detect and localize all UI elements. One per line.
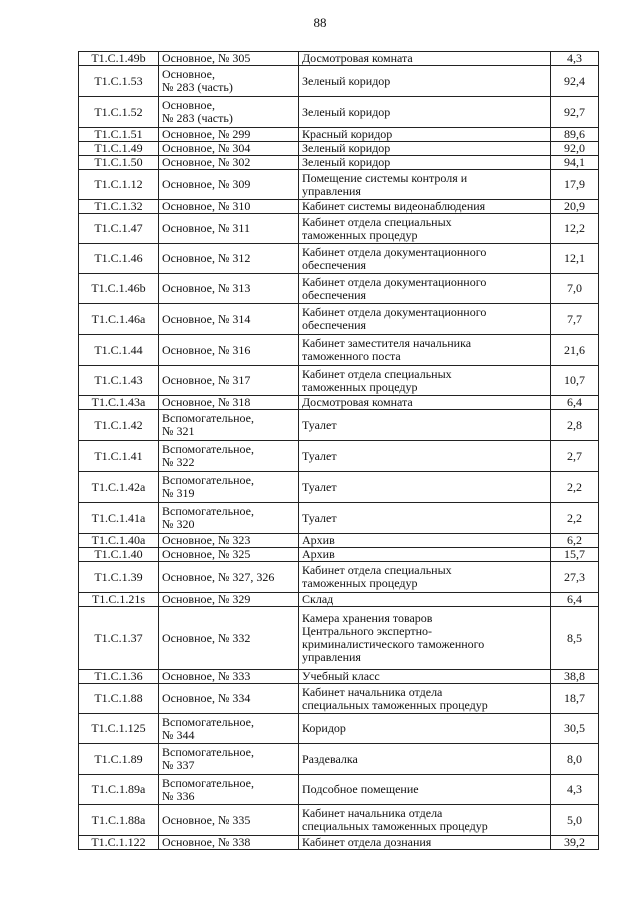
- cell-name: Кабинет отдела документационного обеспечения: [299, 244, 551, 274]
- cell-area: 7,0: [551, 274, 599, 304]
- cell-name: Кабинет отдела дознания: [299, 836, 551, 850]
- cell-code: T1.C.1.41: [79, 441, 159, 472]
- cell-area: 92,4: [551, 66, 599, 97]
- cell-name: Кабинет отдела документационного обеспечения: [299, 304, 551, 335]
- table-row: [79, 366, 599, 396]
- cell-code: T1.C.1.46b: [79, 274, 159, 304]
- cell-type: Вспомогательное, № 337: [159, 744, 299, 775]
- cell-code: T1.C.1.40: [79, 548, 159, 562]
- cell-area: 6,2: [551, 534, 599, 548]
- cell-code: T1.C.1.41a: [79, 503, 159, 534]
- cell-code: T1.C.1.50: [79, 156, 159, 170]
- table-body: [79, 52, 599, 850]
- cell-area: 89,6: [551, 128, 599, 142]
- cell-name: Подсобное помещение: [299, 775, 551, 805]
- cell-code: T1.C.1.42: [79, 410, 159, 441]
- cell-area: 2,2: [551, 503, 599, 534]
- cell-area: 6,4: [551, 593, 599, 607]
- cell-type: Основное, № 325: [159, 548, 299, 562]
- cell-name: Кабинет отдела документационного обеспечения: [299, 274, 551, 304]
- cell-code: T1.C.1.44: [79, 335, 159, 366]
- cell-name: Кабинет заместителя начальника таможенного поста: [299, 335, 551, 366]
- cell-name: Камера хранения товаров Центрального экспертно- криминалистического таможенного управления: [299, 607, 551, 670]
- cell-type: Вспомогательное, № 344: [159, 714, 299, 744]
- cell-area: 18,7: [551, 684, 599, 714]
- cell-code: T1.C.1.12: [79, 170, 159, 200]
- cell-type: Основное, № 283 (часть): [159, 66, 299, 97]
- table-row: [79, 593, 599, 607]
- cell-type: Вспомогательное, № 336: [159, 775, 299, 805]
- page-number: 88: [313, 15, 327, 30]
- cell-type: Основное, № 334: [159, 684, 299, 714]
- cell-name: Туалет: [299, 472, 551, 503]
- cell-type: Вспомогательное, № 321: [159, 410, 299, 441]
- cell-name: Туалет: [299, 410, 551, 441]
- cell-name: Учебный класс: [299, 670, 551, 684]
- cell-area: 15,7: [551, 548, 599, 562]
- cell-code: T1.C.1.39: [79, 562, 159, 593]
- cell-code: T1.C.1.37: [79, 607, 159, 670]
- cell-name: Раздевалка: [299, 744, 551, 775]
- cell-type: Основное, № 299: [159, 128, 299, 142]
- premises-table: [78, 51, 599, 850]
- cell-name: Кабинет отдела специальных таможенных процедур: [299, 214, 551, 244]
- cell-area: 2,8: [551, 410, 599, 441]
- cell-area: 7,7: [551, 304, 599, 335]
- cell-name: Туалет: [299, 441, 551, 472]
- cell-area: 5,0: [551, 805, 599, 836]
- table-row: [79, 534, 599, 548]
- cell-name: Досмотровая комната: [299, 52, 551, 66]
- table-row: [79, 503, 599, 534]
- cell-code: T1.C.1.46a: [79, 304, 159, 335]
- cell-type: Вспомогательное, № 322: [159, 441, 299, 472]
- cell-code: T1.C.1.51: [79, 128, 159, 142]
- cell-name: Склад: [299, 593, 551, 607]
- table-row: [79, 142, 599, 156]
- cell-type: Основное, № 329: [159, 593, 299, 607]
- table-row: [79, 548, 599, 562]
- cell-name: Кабинет отдела специальных таможенных процедур: [299, 366, 551, 396]
- cell-area: 39,2: [551, 836, 599, 850]
- table-row: [79, 156, 599, 170]
- cell-area: 8,0: [551, 744, 599, 775]
- table-row: [79, 472, 599, 503]
- cell-code: T1.C.1.125: [79, 714, 159, 744]
- table-row: [79, 200, 599, 214]
- cell-type: Основное, № 316: [159, 335, 299, 366]
- cell-type: Основное, № 305: [159, 52, 299, 66]
- cell-area: 4,3: [551, 52, 599, 66]
- cell-type: Основное, № 302: [159, 156, 299, 170]
- cell-area: 10,7: [551, 366, 599, 396]
- cell-area: 17,9: [551, 170, 599, 200]
- cell-code: T1.C.1.43: [79, 366, 159, 396]
- cell-name: Кабинет начальника отдела специальных таможенных процедур: [299, 684, 551, 714]
- cell-area: 21,6: [551, 335, 599, 366]
- table-row: [79, 775, 599, 805]
- cell-area: 8,5: [551, 607, 599, 670]
- cell-area: 92,0: [551, 142, 599, 156]
- cell-type: Основное, № 311: [159, 214, 299, 244]
- cell-code: T1.C.1.47: [79, 214, 159, 244]
- table-row: [79, 396, 599, 410]
- cell-name: Зеленый коридор: [299, 97, 551, 128]
- cell-area: 2,2: [551, 472, 599, 503]
- cell-code: T1.C.1.88a: [79, 805, 159, 836]
- table-row: [79, 128, 599, 142]
- table-row: [79, 670, 599, 684]
- table-row: [79, 744, 599, 775]
- cell-name: Архив: [299, 534, 551, 548]
- table-row: [79, 441, 599, 472]
- cell-type: Основное, № 312: [159, 244, 299, 274]
- cell-type: Основное, № 332: [159, 607, 299, 670]
- cell-code: T1.C.1.122: [79, 836, 159, 850]
- cell-name: Помещение системы контроля и управления: [299, 170, 551, 200]
- cell-type: Вспомогательное, № 320: [159, 503, 299, 534]
- cell-area: 92,7: [551, 97, 599, 128]
- cell-type: Основное, № 283 (часть): [159, 97, 299, 128]
- cell-code: T1.C.1.49b: [79, 52, 159, 66]
- cell-name: Зеленый коридор: [299, 66, 551, 97]
- table-row: [79, 714, 599, 744]
- cell-type: Основное, № 313: [159, 274, 299, 304]
- cell-area: 20,9: [551, 200, 599, 214]
- table-row: [79, 214, 599, 244]
- cell-code: T1.C.1.36: [79, 670, 159, 684]
- cell-type: Основное, № 327, 326: [159, 562, 299, 593]
- cell-type: Основное, № 318: [159, 396, 299, 410]
- cell-code: T1.C.1.53: [79, 66, 159, 97]
- cell-code: T1.C.1.43a: [79, 396, 159, 410]
- cell-type: Основное, № 335: [159, 805, 299, 836]
- table-row: [79, 52, 599, 66]
- table-row: [79, 274, 599, 304]
- cell-name: Зеленый коридор: [299, 156, 551, 170]
- table-row: [79, 836, 599, 850]
- cell-name: Красный коридор: [299, 128, 551, 142]
- cell-name: Досмотровая комната: [299, 396, 551, 410]
- table-row: [79, 607, 599, 670]
- table-row: [79, 97, 599, 128]
- cell-type: Основное, № 309: [159, 170, 299, 200]
- cell-code: T1.C.1.40a: [79, 534, 159, 548]
- table-row: [79, 66, 599, 97]
- cell-code: T1.C.1.49: [79, 142, 159, 156]
- cell-type: Вспомогательное, № 319: [159, 472, 299, 503]
- cell-code: T1.C.1.89a: [79, 775, 159, 805]
- cell-name: Кабинет начальника отдела специальных таможенных процедур: [299, 805, 551, 836]
- table-row: [79, 170, 599, 200]
- cell-code: T1.C.1.89: [79, 744, 159, 775]
- cell-type: Основное, № 323: [159, 534, 299, 548]
- cell-type: Основное, № 310: [159, 200, 299, 214]
- cell-area: 12,1: [551, 244, 599, 274]
- cell-code: T1.C.1.46: [79, 244, 159, 274]
- cell-code: T1.C.1.88: [79, 684, 159, 714]
- cell-type: Основное, № 317: [159, 366, 299, 396]
- cell-area: 6,4: [551, 396, 599, 410]
- cell-type: Основное, № 304: [159, 142, 299, 156]
- cell-area: 27,3: [551, 562, 599, 593]
- cell-code: T1.C.1.21s: [79, 593, 159, 607]
- cell-type: Основное, № 338: [159, 836, 299, 850]
- table-row: [79, 335, 599, 366]
- cell-name: Кабинет отдела специальных таможенных процедур: [299, 562, 551, 593]
- cell-area: 30,5: [551, 714, 599, 744]
- cell-name: Туалет: [299, 503, 551, 534]
- cell-area: 12,2: [551, 214, 599, 244]
- table-row: [79, 410, 599, 441]
- cell-name: Коридор: [299, 714, 551, 744]
- cell-type: Основное, № 314: [159, 304, 299, 335]
- cell-area: 38,8: [551, 670, 599, 684]
- cell-code: T1.C.1.32: [79, 200, 159, 214]
- table-row: [79, 805, 599, 836]
- table-row: [79, 244, 599, 274]
- cell-code: T1.C.1.52: [79, 97, 159, 128]
- table-row: [79, 562, 599, 593]
- cell-area: 94,1: [551, 156, 599, 170]
- table-row: [79, 304, 599, 335]
- table-row: [79, 684, 599, 714]
- cell-name: Архив: [299, 548, 551, 562]
- cell-area: 4,3: [551, 775, 599, 805]
- cell-name: Зеленый коридор: [299, 142, 551, 156]
- cell-name: Кабинет системы видеонаблюдения: [299, 200, 551, 214]
- cell-type: Основное, № 333: [159, 670, 299, 684]
- cell-area: 2,7: [551, 441, 599, 472]
- cell-code: T1.C.1.42a: [79, 472, 159, 503]
